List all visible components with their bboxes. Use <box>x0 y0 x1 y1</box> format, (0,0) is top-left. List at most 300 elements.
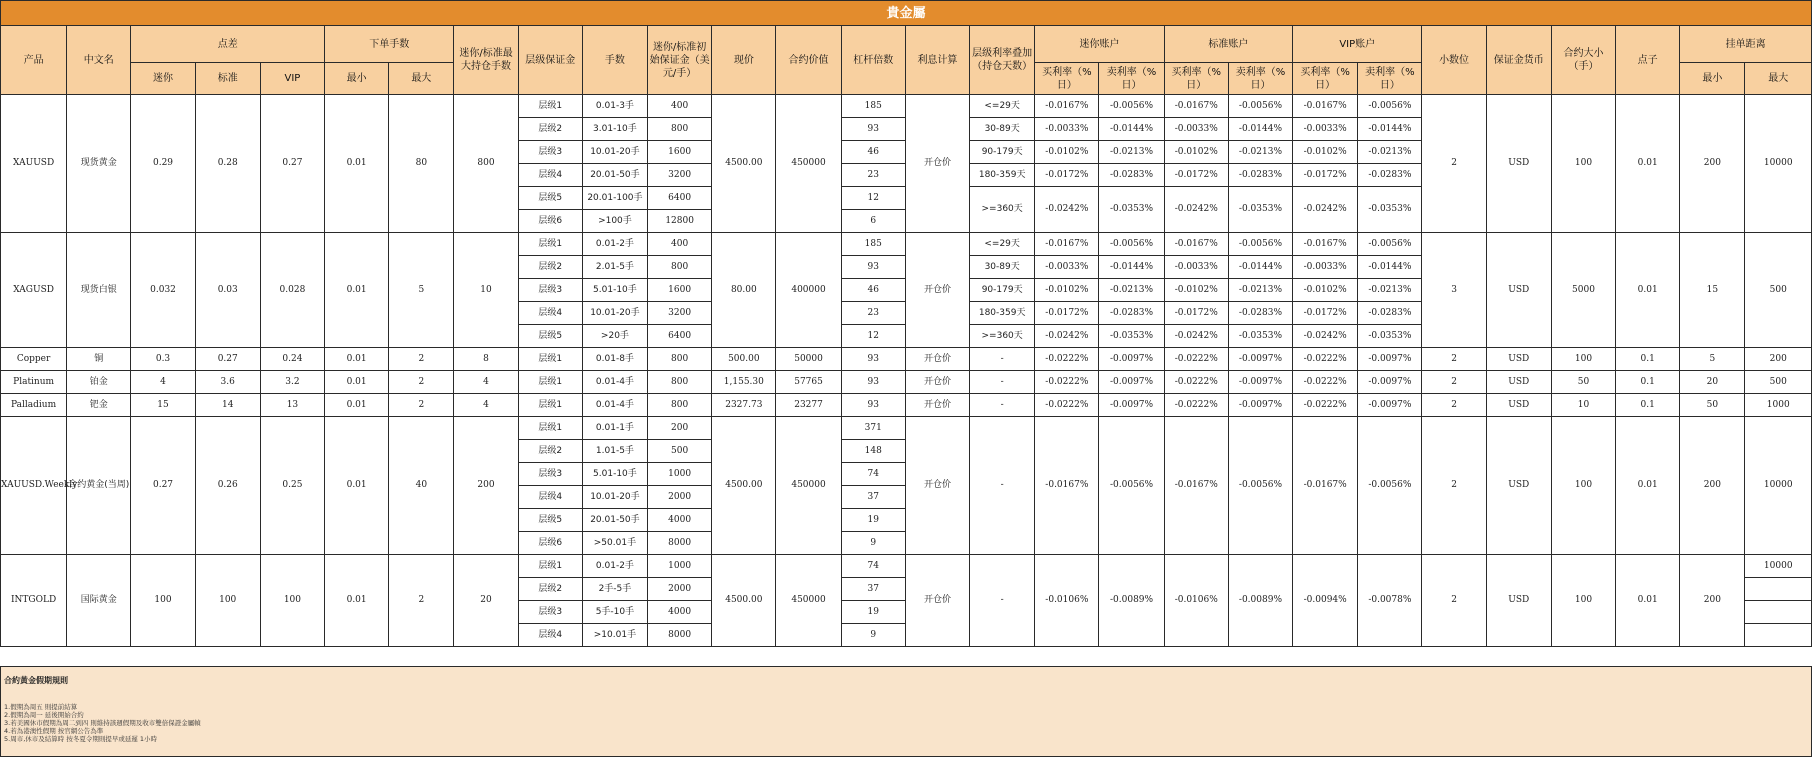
mini-buy-rate: -0.0106% <box>1035 555 1099 647</box>
tier-label: 层级3 <box>518 463 582 486</box>
contract-size: 10 <box>1551 394 1615 417</box>
lots-max: 2 <box>389 371 454 394</box>
tier-margin: 4000 <box>648 509 712 532</box>
tier-leverage: 185 <box>841 95 905 118</box>
mini-buy-rate: -0.0222% <box>1035 348 1099 371</box>
tier-lots: 5.01-10手 <box>582 463 647 486</box>
current-price: 500.00 <box>712 348 776 371</box>
decimals: 2 <box>1422 348 1486 371</box>
holiday-rules-notes <box>0 666 1812 757</box>
lots-min: 0.01 <box>325 348 389 371</box>
header-tier-margin: 层级保证金 <box>518 26 582 95</box>
mini-buy-rate: -0.0172% <box>1035 164 1099 187</box>
vip-buy-rate: -0.0242% <box>1293 187 1358 233</box>
table-row <box>1 95 1812 118</box>
std-sell-rate: -0.0353% <box>1228 325 1292 348</box>
interest-calc: 开仓价 <box>905 371 969 394</box>
mini-sell-rate: -0.0097% <box>1099 394 1164 417</box>
header-mini-sell-rate: 卖利率（%日） <box>1099 63 1164 95</box>
spread-mini: 0.29 <box>131 95 195 233</box>
std-sell-rate: -0.0056% <box>1228 95 1292 118</box>
pending-min: 200 <box>1680 95 1745 233</box>
tier-days: 90-179天 <box>970 141 1035 164</box>
pending-max: 1000 <box>1745 394 1812 417</box>
max-position: 800 <box>454 95 518 233</box>
vip-buy-rate: -0.0222% <box>1293 371 1358 394</box>
tier-lots: 20.01-100手 <box>582 187 647 210</box>
table-row <box>1 233 1812 256</box>
tier-days: 30-89天 <box>970 256 1035 279</box>
tier-days: <=29天 <box>970 233 1035 256</box>
tier-label: 层级2 <box>518 118 582 141</box>
spread-standard: 100 <box>195 555 260 647</box>
vip-sell-rate: -0.0078% <box>1358 555 1422 647</box>
header-point: 点子 <box>1616 26 1680 95</box>
vip-sell-rate: -0.0213% <box>1358 279 1422 302</box>
spread-mini: 100 <box>131 555 195 647</box>
tier-label: 层级4 <box>518 486 582 509</box>
mini-sell-rate: -0.0056% <box>1099 233 1164 256</box>
point: 0.1 <box>1616 394 1680 417</box>
tier-leverage: 37 <box>841 486 905 509</box>
tier-leverage: 46 <box>841 279 905 302</box>
tier-lots: 20.01-50手 <box>582 509 647 532</box>
header-std-sell-rate: 卖利率（%日） <box>1228 63 1292 95</box>
lots-min: 0.01 <box>325 417 389 555</box>
lots-min: 0.01 <box>325 371 389 394</box>
spread-mini: 0.3 <box>131 348 195 371</box>
tier-days: - <box>970 348 1035 371</box>
spread-standard: 0.28 <box>195 95 260 233</box>
tier-leverage: 93 <box>841 118 905 141</box>
vip-buy-rate: -0.0167% <box>1293 417 1358 555</box>
mini-sell-rate: -0.0097% <box>1099 371 1164 394</box>
max-position: 10 <box>454 233 518 348</box>
spread-vip: 0.27 <box>260 95 324 233</box>
table-body <box>1 95 1812 647</box>
header-contract-size: 合约大小（手） <box>1551 26 1615 95</box>
std-buy-rate: -0.0167% <box>1164 417 1228 555</box>
spread-standard: 0.27 <box>195 348 260 371</box>
spread-mini: 0.27 <box>131 417 195 555</box>
header-init-margin: 迷你/标准初始保证金（美元/手） <box>648 26 712 95</box>
tier-label: 层级4 <box>518 302 582 325</box>
mini-sell-rate: -0.0144% <box>1099 256 1164 279</box>
header-mini-account: 迷你账户 <box>1035 26 1164 63</box>
tier-leverage: 23 <box>841 164 905 187</box>
vip-sell-rate: -0.0056% <box>1358 233 1422 256</box>
header-hands: 手数 <box>582 26 647 95</box>
tier-margin: 2000 <box>648 578 712 601</box>
decimals: 3 <box>1422 233 1486 348</box>
tier-lots: 0.01-4手 <box>582 394 647 417</box>
mini-buy-rate: -0.0242% <box>1035 187 1099 233</box>
margin-currency: USD <box>1486 555 1551 647</box>
point: 0.01 <box>1616 233 1680 348</box>
vip-buy-rate: -0.0242% <box>1293 325 1358 348</box>
note-line: 4.若為港澳性假期 按官網公告為準 <box>4 727 104 735</box>
margin-currency: USD <box>1486 95 1551 233</box>
tier-leverage: 93 <box>841 371 905 394</box>
std-buy-rate: -0.0242% <box>1164 325 1228 348</box>
header-lots-min: 最小 <box>325 63 389 95</box>
note-line: 2.假期為周一 延後開始合約 <box>4 711 84 719</box>
spread-standard: 0.03 <box>195 233 260 348</box>
header-max-position: 迷你/标准最大持仓手数 <box>454 26 518 95</box>
tier-label: 层级4 <box>518 624 582 647</box>
tier-leverage: 148 <box>841 440 905 463</box>
tier-lots: 0.01-2手 <box>582 233 647 256</box>
interest-calc: 开仓价 <box>905 417 969 555</box>
contract-value: 400000 <box>776 233 841 348</box>
vip-buy-rate: -0.0094% <box>1293 555 1358 647</box>
lots-max: 2 <box>389 348 454 371</box>
contract-size: 5000 <box>1551 233 1615 348</box>
header-vip-buy-rate: 买利率（%日） <box>1293 63 1358 95</box>
std-buy-rate: -0.0102% <box>1164 141 1228 164</box>
mini-buy-rate: -0.0167% <box>1035 417 1099 555</box>
tier-margin: 500 <box>648 440 712 463</box>
tier-label: 层级6 <box>518 532 582 555</box>
mini-sell-rate: -0.0144% <box>1099 118 1164 141</box>
tier-label: 层级1 <box>518 555 582 578</box>
product-cn-name: 合约黄金(当周) <box>67 417 131 555</box>
tier-leverage: 371 <box>841 417 905 440</box>
std-sell-rate: -0.0353% <box>1228 187 1292 233</box>
lots-max: 2 <box>389 555 454 647</box>
std-buy-rate: -0.0033% <box>1164 256 1228 279</box>
tier-label: 层级3 <box>518 279 582 302</box>
vip-buy-rate: -0.0222% <box>1293 348 1358 371</box>
tier-margin: 200 <box>648 417 712 440</box>
max-position: 200 <box>454 417 518 555</box>
tier-leverage: 12 <box>841 187 905 210</box>
header-price: 现价 <box>712 26 776 95</box>
tier-leverage: 6 <box>841 210 905 233</box>
product-cn-name: 现货白银 <box>67 233 131 348</box>
vip-sell-rate: -0.0056% <box>1358 95 1422 118</box>
header-tier-rate: 层级利率叠加（持仓天数） <box>970 26 1035 95</box>
tier-margin: 800 <box>648 394 712 417</box>
tier-label: 层级2 <box>518 256 582 279</box>
tier-leverage: 185 <box>841 233 905 256</box>
tier-days: - <box>970 417 1035 555</box>
decimals: 2 <box>1422 417 1486 555</box>
tier-lots: 1.01-5手 <box>582 440 647 463</box>
tier-lots: 2.01-5手 <box>582 256 647 279</box>
header-pending-max: 最大 <box>1745 63 1812 95</box>
std-sell-rate: -0.0283% <box>1228 164 1292 187</box>
vip-sell-rate: -0.0056% <box>1358 417 1422 555</box>
tier-lots: 0.01-3手 <box>582 95 647 118</box>
tier-margin: 1600 <box>648 141 712 164</box>
tier-days: <=29天 <box>970 95 1035 118</box>
note-line: 1.假期為周五 則提前結算 <box>4 703 78 711</box>
pending-max: 10000 <box>1745 555 1812 578</box>
vip-buy-rate: -0.0102% <box>1293 141 1358 164</box>
tier-leverage: 23 <box>841 302 905 325</box>
tier-label: 层级3 <box>518 141 582 164</box>
point: 0.1 <box>1616 371 1680 394</box>
table-row <box>1 555 1812 578</box>
mini-sell-rate: -0.0213% <box>1099 279 1164 302</box>
header-std-buy-rate: 买利率（%日） <box>1164 63 1228 95</box>
tier-days: >=360天 <box>970 325 1035 348</box>
tier-lots: 2手-5手 <box>582 578 647 601</box>
tier-days: 180-359天 <box>970 164 1035 187</box>
vip-buy-rate: -0.0102% <box>1293 279 1358 302</box>
product-code: XAGUSD <box>1 233 67 348</box>
tier-label: 层级1 <box>518 233 582 256</box>
header-lots-max: 最大 <box>389 63 454 95</box>
product-cn-name: 铂金 <box>67 371 131 394</box>
vip-sell-rate: -0.0097% <box>1358 394 1422 417</box>
mini-buy-rate: -0.0222% <box>1035 394 1099 417</box>
vip-buy-rate: -0.0172% <box>1293 302 1358 325</box>
std-buy-rate: -0.0102% <box>1164 279 1228 302</box>
table-row <box>1 371 1812 394</box>
contract-value: 50000 <box>776 348 841 371</box>
table-title: 貴金屬 <box>1 1 1812 26</box>
mini-buy-rate: -0.0033% <box>1035 118 1099 141</box>
std-sell-rate: -0.0097% <box>1228 394 1292 417</box>
tier-margin: 400 <box>648 233 712 256</box>
vip-sell-rate: -0.0213% <box>1358 141 1422 164</box>
product-cn-name: 现货黄金 <box>67 95 131 233</box>
decimals: 2 <box>1422 95 1486 233</box>
tier-label: 层级1 <box>518 394 582 417</box>
vip-buy-rate: -0.0167% <box>1293 233 1358 256</box>
tier-leverage: 74 <box>841 463 905 486</box>
spread-standard: 3.6 <box>195 371 260 394</box>
tier-lots: >100手 <box>582 210 647 233</box>
tier-label: 层级5 <box>518 187 582 210</box>
mini-buy-rate: -0.0102% <box>1035 279 1099 302</box>
mini-buy-rate: -0.0167% <box>1035 233 1099 256</box>
spread-mini: 0.032 <box>131 233 195 348</box>
tier-lots: 0.01-8手 <box>582 348 647 371</box>
pending-max: 500 <box>1745 233 1812 348</box>
header-vip-sell-rate: 卖利率（%日） <box>1358 63 1422 95</box>
tier-leverage: 9 <box>841 532 905 555</box>
tier-margin: 12800 <box>648 210 712 233</box>
std-sell-rate: -0.0283% <box>1228 302 1292 325</box>
header-spread-vip: VIP <box>260 63 324 95</box>
tier-days: 30-89天 <box>970 118 1035 141</box>
tier-leverage: 74 <box>841 555 905 578</box>
contract-value: 450000 <box>776 555 841 647</box>
tier-days: - <box>970 371 1035 394</box>
vip-buy-rate: -0.0172% <box>1293 164 1358 187</box>
lots-max: 80 <box>389 95 454 233</box>
mini-sell-rate: -0.0283% <box>1099 302 1164 325</box>
header-contract-value: 合约价值 <box>776 26 841 95</box>
margin-currency: USD <box>1486 394 1551 417</box>
tier-label: 层级3 <box>518 601 582 624</box>
tier-margin: 6400 <box>648 187 712 210</box>
tier-margin: 8000 <box>648 624 712 647</box>
std-sell-rate: -0.0213% <box>1228 279 1292 302</box>
decimals: 2 <box>1422 555 1486 647</box>
vip-sell-rate: -0.0353% <box>1358 187 1422 233</box>
std-sell-rate: -0.0056% <box>1228 417 1292 555</box>
vip-sell-rate: -0.0097% <box>1358 348 1422 371</box>
tier-leverage: 12 <box>841 325 905 348</box>
std-buy-rate: -0.0167% <box>1164 233 1228 256</box>
header-mini-buy-rate: 买利率（%日） <box>1035 63 1099 95</box>
header-spread: 点差 <box>131 26 325 63</box>
notes-title: 合約黃金假期規則 <box>4 676 68 685</box>
mini-sell-rate: -0.0353% <box>1099 325 1164 348</box>
tier-leverage: 93 <box>841 348 905 371</box>
std-buy-rate: -0.0222% <box>1164 348 1228 371</box>
std-sell-rate: -0.0144% <box>1228 256 1292 279</box>
point: 0.01 <box>1616 95 1680 233</box>
spread-standard: 14 <box>195 394 260 417</box>
pending-max: 10000 <box>1745 95 1812 233</box>
std-sell-rate: -0.0144% <box>1228 118 1292 141</box>
vip-sell-rate: -0.0144% <box>1358 118 1422 141</box>
interest-calc: 开仓价 <box>905 95 969 233</box>
contract-value: 57765 <box>776 371 841 394</box>
header-vip-account: VIP账户 <box>1293 26 1422 63</box>
header-pending-min: 最小 <box>1680 63 1745 95</box>
mini-sell-rate: -0.0089% <box>1099 555 1164 647</box>
current-price: 80.00 <box>712 233 776 348</box>
mini-sell-rate: -0.0353% <box>1099 187 1164 233</box>
pending-max: 500 <box>1745 371 1812 394</box>
max-position: 4 <box>454 371 518 394</box>
contract-value: 450000 <box>776 417 841 555</box>
spread-vip: 13 <box>260 394 324 417</box>
pending-min: 20 <box>1680 371 1745 394</box>
tier-label: 层级6 <box>518 210 582 233</box>
lots-min: 0.01 <box>325 95 389 233</box>
lots-min: 0.01 <box>325 233 389 348</box>
tier-margin: 1000 <box>648 463 712 486</box>
lots-min: 0.01 <box>325 394 389 417</box>
header-margin-currency: 保证金货币 <box>1486 26 1551 95</box>
pending-max <box>1745 601 1812 624</box>
interest-calc: 开仓价 <box>905 348 969 371</box>
std-buy-rate: -0.0172% <box>1164 164 1228 187</box>
header-leverage: 杠杆倍数 <box>841 26 905 95</box>
spread-vip: 0.24 <box>260 348 324 371</box>
spread-vip: 100 <box>260 555 324 647</box>
mini-sell-rate: -0.0283% <box>1099 164 1164 187</box>
product-cn-name: 铜 <box>67 348 131 371</box>
std-sell-rate: -0.0097% <box>1228 371 1292 394</box>
std-buy-rate: -0.0033% <box>1164 118 1228 141</box>
lots-max: 2 <box>389 394 454 417</box>
tier-label: 层级2 <box>518 440 582 463</box>
header-product: 产品 <box>1 26 67 95</box>
lots-max: 5 <box>389 233 454 348</box>
tier-lots: 0.01-2手 <box>582 555 647 578</box>
spread-mini: 15 <box>131 394 195 417</box>
spread-standard: 0.26 <box>195 417 260 555</box>
tier-label: 层级1 <box>518 348 582 371</box>
mini-buy-rate: -0.0242% <box>1035 325 1099 348</box>
current-price: 4500.00 <box>712 555 776 647</box>
vip-buy-rate: -0.0167% <box>1293 95 1358 118</box>
decimals: 2 <box>1422 394 1486 417</box>
tier-leverage: 19 <box>841 601 905 624</box>
tier-days: 180-359天 <box>970 302 1035 325</box>
pending-min: 200 <box>1680 555 1745 647</box>
note-line: 3.若美國休市假期為周二到四 則維持該週假期及收市雙倍保證金屬幀 <box>4 719 201 727</box>
tier-margin: 3200 <box>648 164 712 187</box>
product-cn-name: 国际黄金 <box>67 555 131 647</box>
tier-leverage: 93 <box>841 256 905 279</box>
interest-calc: 开仓价 <box>905 555 969 647</box>
tier-label: 层级4 <box>518 164 582 187</box>
spread-mini: 4 <box>131 371 195 394</box>
mini-buy-rate: -0.0172% <box>1035 302 1099 325</box>
tier-margin: 1600 <box>648 279 712 302</box>
margin-currency: USD <box>1486 371 1551 394</box>
mini-sell-rate: -0.0097% <box>1099 348 1164 371</box>
tier-margin: 1000 <box>648 555 712 578</box>
note-line: 5.周市,休市及結算時 按冬夏令期則提早或延遲 1小時 <box>4 735 158 743</box>
tier-days: - <box>970 555 1035 647</box>
tier-margin: 2000 <box>648 486 712 509</box>
tier-lots: 3.01-10手 <box>582 118 647 141</box>
tier-leverage: 9 <box>841 624 905 647</box>
margin-currency: USD <box>1486 417 1551 555</box>
std-buy-rate: -0.0222% <box>1164 394 1228 417</box>
std-buy-rate: -0.0242% <box>1164 187 1228 233</box>
tier-label: 层级1 <box>518 417 582 440</box>
pending-max: 10000 <box>1745 417 1812 555</box>
contract-size: 50 <box>1551 371 1615 394</box>
max-position: 8 <box>454 348 518 371</box>
contract-size: 100 <box>1551 95 1615 233</box>
header-spread-mini: 迷你 <box>131 63 195 95</box>
lots-max: 40 <box>389 417 454 555</box>
tier-lots: 0.01-1手 <box>582 417 647 440</box>
std-sell-rate: -0.0097% <box>1228 348 1292 371</box>
tier-margin: 800 <box>648 371 712 394</box>
tier-days: - <box>970 394 1035 417</box>
table-row <box>1 417 1812 440</box>
pending-min: 5 <box>1680 348 1745 371</box>
tier-leverage: 93 <box>841 394 905 417</box>
pending-min: 15 <box>1680 233 1745 348</box>
tier-margin: 800 <box>648 348 712 371</box>
std-sell-rate: -0.0213% <box>1228 141 1292 164</box>
tier-leverage: 37 <box>841 578 905 601</box>
std-buy-rate: -0.0172% <box>1164 302 1228 325</box>
tier-lots: 0.01-4手 <box>582 371 647 394</box>
tier-lots: >20手 <box>582 325 647 348</box>
std-sell-rate: -0.0056% <box>1228 233 1292 256</box>
mini-buy-rate: -0.0033% <box>1035 256 1099 279</box>
tier-margin: 8000 <box>648 532 712 555</box>
vip-sell-rate: -0.0283% <box>1358 302 1422 325</box>
pending-min: 50 <box>1680 394 1745 417</box>
lots-min: 0.01 <box>325 555 389 647</box>
margin-currency: USD <box>1486 233 1551 348</box>
tier-label: 层级5 <box>518 325 582 348</box>
std-buy-rate: -0.0106% <box>1164 555 1228 647</box>
tier-margin: 4000 <box>648 601 712 624</box>
vip-sell-rate: -0.0097% <box>1358 371 1422 394</box>
tier-lots: >50.01手 <box>582 532 647 555</box>
decimals: 2 <box>1422 371 1486 394</box>
product-code: XAUUSD <box>1 95 67 233</box>
header-lots: 下单手数 <box>325 26 454 63</box>
